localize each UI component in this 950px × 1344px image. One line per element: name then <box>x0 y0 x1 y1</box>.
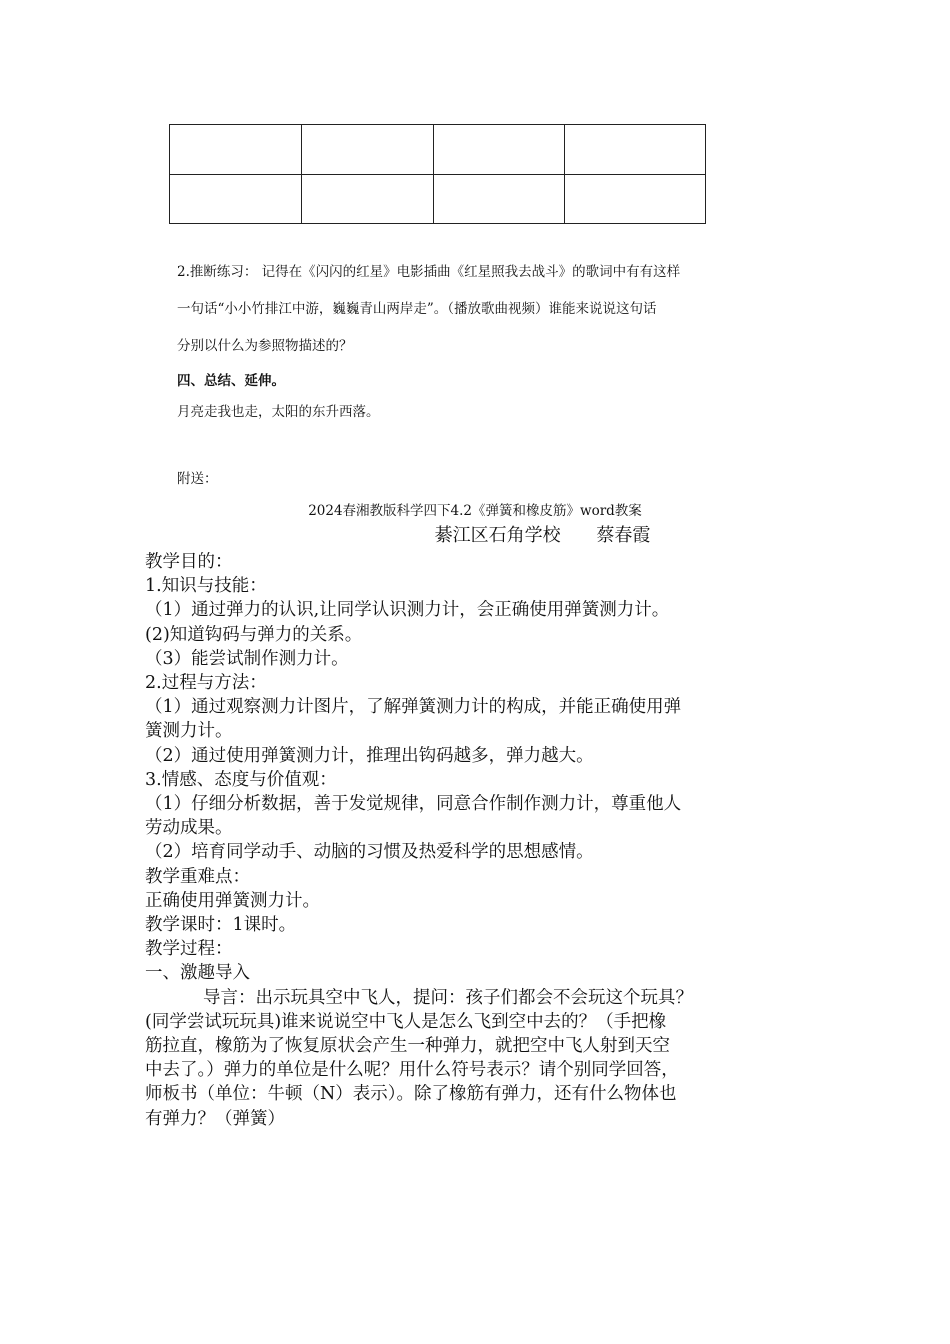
text-line: （1）通过弹力的认识,让同学认识测力计，会正确使用弹簧测力计。 <box>145 600 670 621</box>
practice-line-1: 2.推断练习： 记得在《闪闪的红星》电影插曲《红星照我去战斗》的歌词中有有这样 <box>177 264 681 280</box>
table-cell <box>301 125 433 175</box>
section-4-heading: 四、总结、延伸。 <box>177 373 285 389</box>
text-line: 1.知识与技能： <box>145 576 267 597</box>
text-line: （2）通过使用弹簧测力计，推理出钩码越多，弹力越大。 <box>145 745 594 766</box>
lesson-author <box>0 524 950 548</box>
table-cell <box>433 125 565 175</box>
text-line: （1）仔细分析数据，善于发觉规律，同意合作制作测力计，尊重他人 <box>145 794 682 815</box>
text-line: 中去了。）弹力的单位是什么呢？用什么符号表示？请个别同学回答， <box>145 1060 679 1081</box>
lesson-body <box>145 550 810 1131</box>
text-line: 3.情感、态度与价值观： <box>145 769 337 790</box>
text-line: 2.过程与方法： <box>145 673 267 694</box>
school-name: 綦江区石角学校 <box>434 525 561 546</box>
text-line: 正确使用弹簧测力计。 <box>145 890 320 911</box>
text-line: 有弹力？（弹簧） <box>145 1108 285 1129</box>
table-cell <box>565 174 706 224</box>
text-line: 师板书（单位：牛顿（N）表示）。除了橡筋有弹力，还有什么物体也 <box>145 1084 677 1105</box>
table-row <box>170 125 706 175</box>
text-line: 簧测力计。 <box>145 721 233 742</box>
text-line: 筋拉直，橡筋为了恢复原状会产生一种弹力，就把空中飞人射到天空 <box>145 1036 670 1057</box>
text-line: 教学重难点： <box>145 866 250 887</box>
text-line: 教学目的： <box>145 552 233 572</box>
text-line: （3）能尝试制作测力计。 <box>145 648 349 669</box>
teacher-name: 蔡春霞 <box>596 525 651 546</box>
table-cell <box>170 125 302 175</box>
section-4-text: 月亮走我也走，太阳的东升西落。 <box>177 404 380 420</box>
practice-line-2: 一句话“小小竹排江中游，巍巍青山两岸走”。（播放歌曲视频）谁能来说说这句话 <box>177 301 657 317</box>
text-line: （1）通过观察测力计图片，了解弹簧测力计的构成，并能正确使用弹 <box>145 697 682 718</box>
text-line: 教学过程： <box>145 939 233 960</box>
text-line: （2）培育同学动手、动脑的习惯及热爱科学的思想感情。 <box>145 842 594 863</box>
text-line: 劳动成果。 <box>145 818 233 839</box>
table-row <box>170 174 706 224</box>
table-cell <box>565 125 706 175</box>
text-line: 导言：出示玩具空中飞人，提问：孩子们都会不会玩这个玩具？ <box>203 987 693 1008</box>
table-cell <box>433 174 565 224</box>
blank-table <box>169 124 706 224</box>
table-cell <box>301 174 433 224</box>
text-line: (2)知道钩码与弹力的关系。 <box>145 624 363 645</box>
lesson-title: 2024春湘教版科学四下4.2《弹簧和橡皮筋》word教案 <box>308 503 642 519</box>
text-line: (同学尝试玩玩具)谁来说说空中飞人是怎么飞到空中去的？（手把橡 <box>145 1011 667 1032</box>
table-cell <box>170 174 302 224</box>
appendix-label: 附送： <box>177 471 218 487</box>
text-line: 一、激趣导入 <box>145 963 250 984</box>
text-line: 教学课时：1课时。 <box>145 915 297 936</box>
practice-line-3: 分别以什么为参照物描述的？ <box>177 338 353 354</box>
